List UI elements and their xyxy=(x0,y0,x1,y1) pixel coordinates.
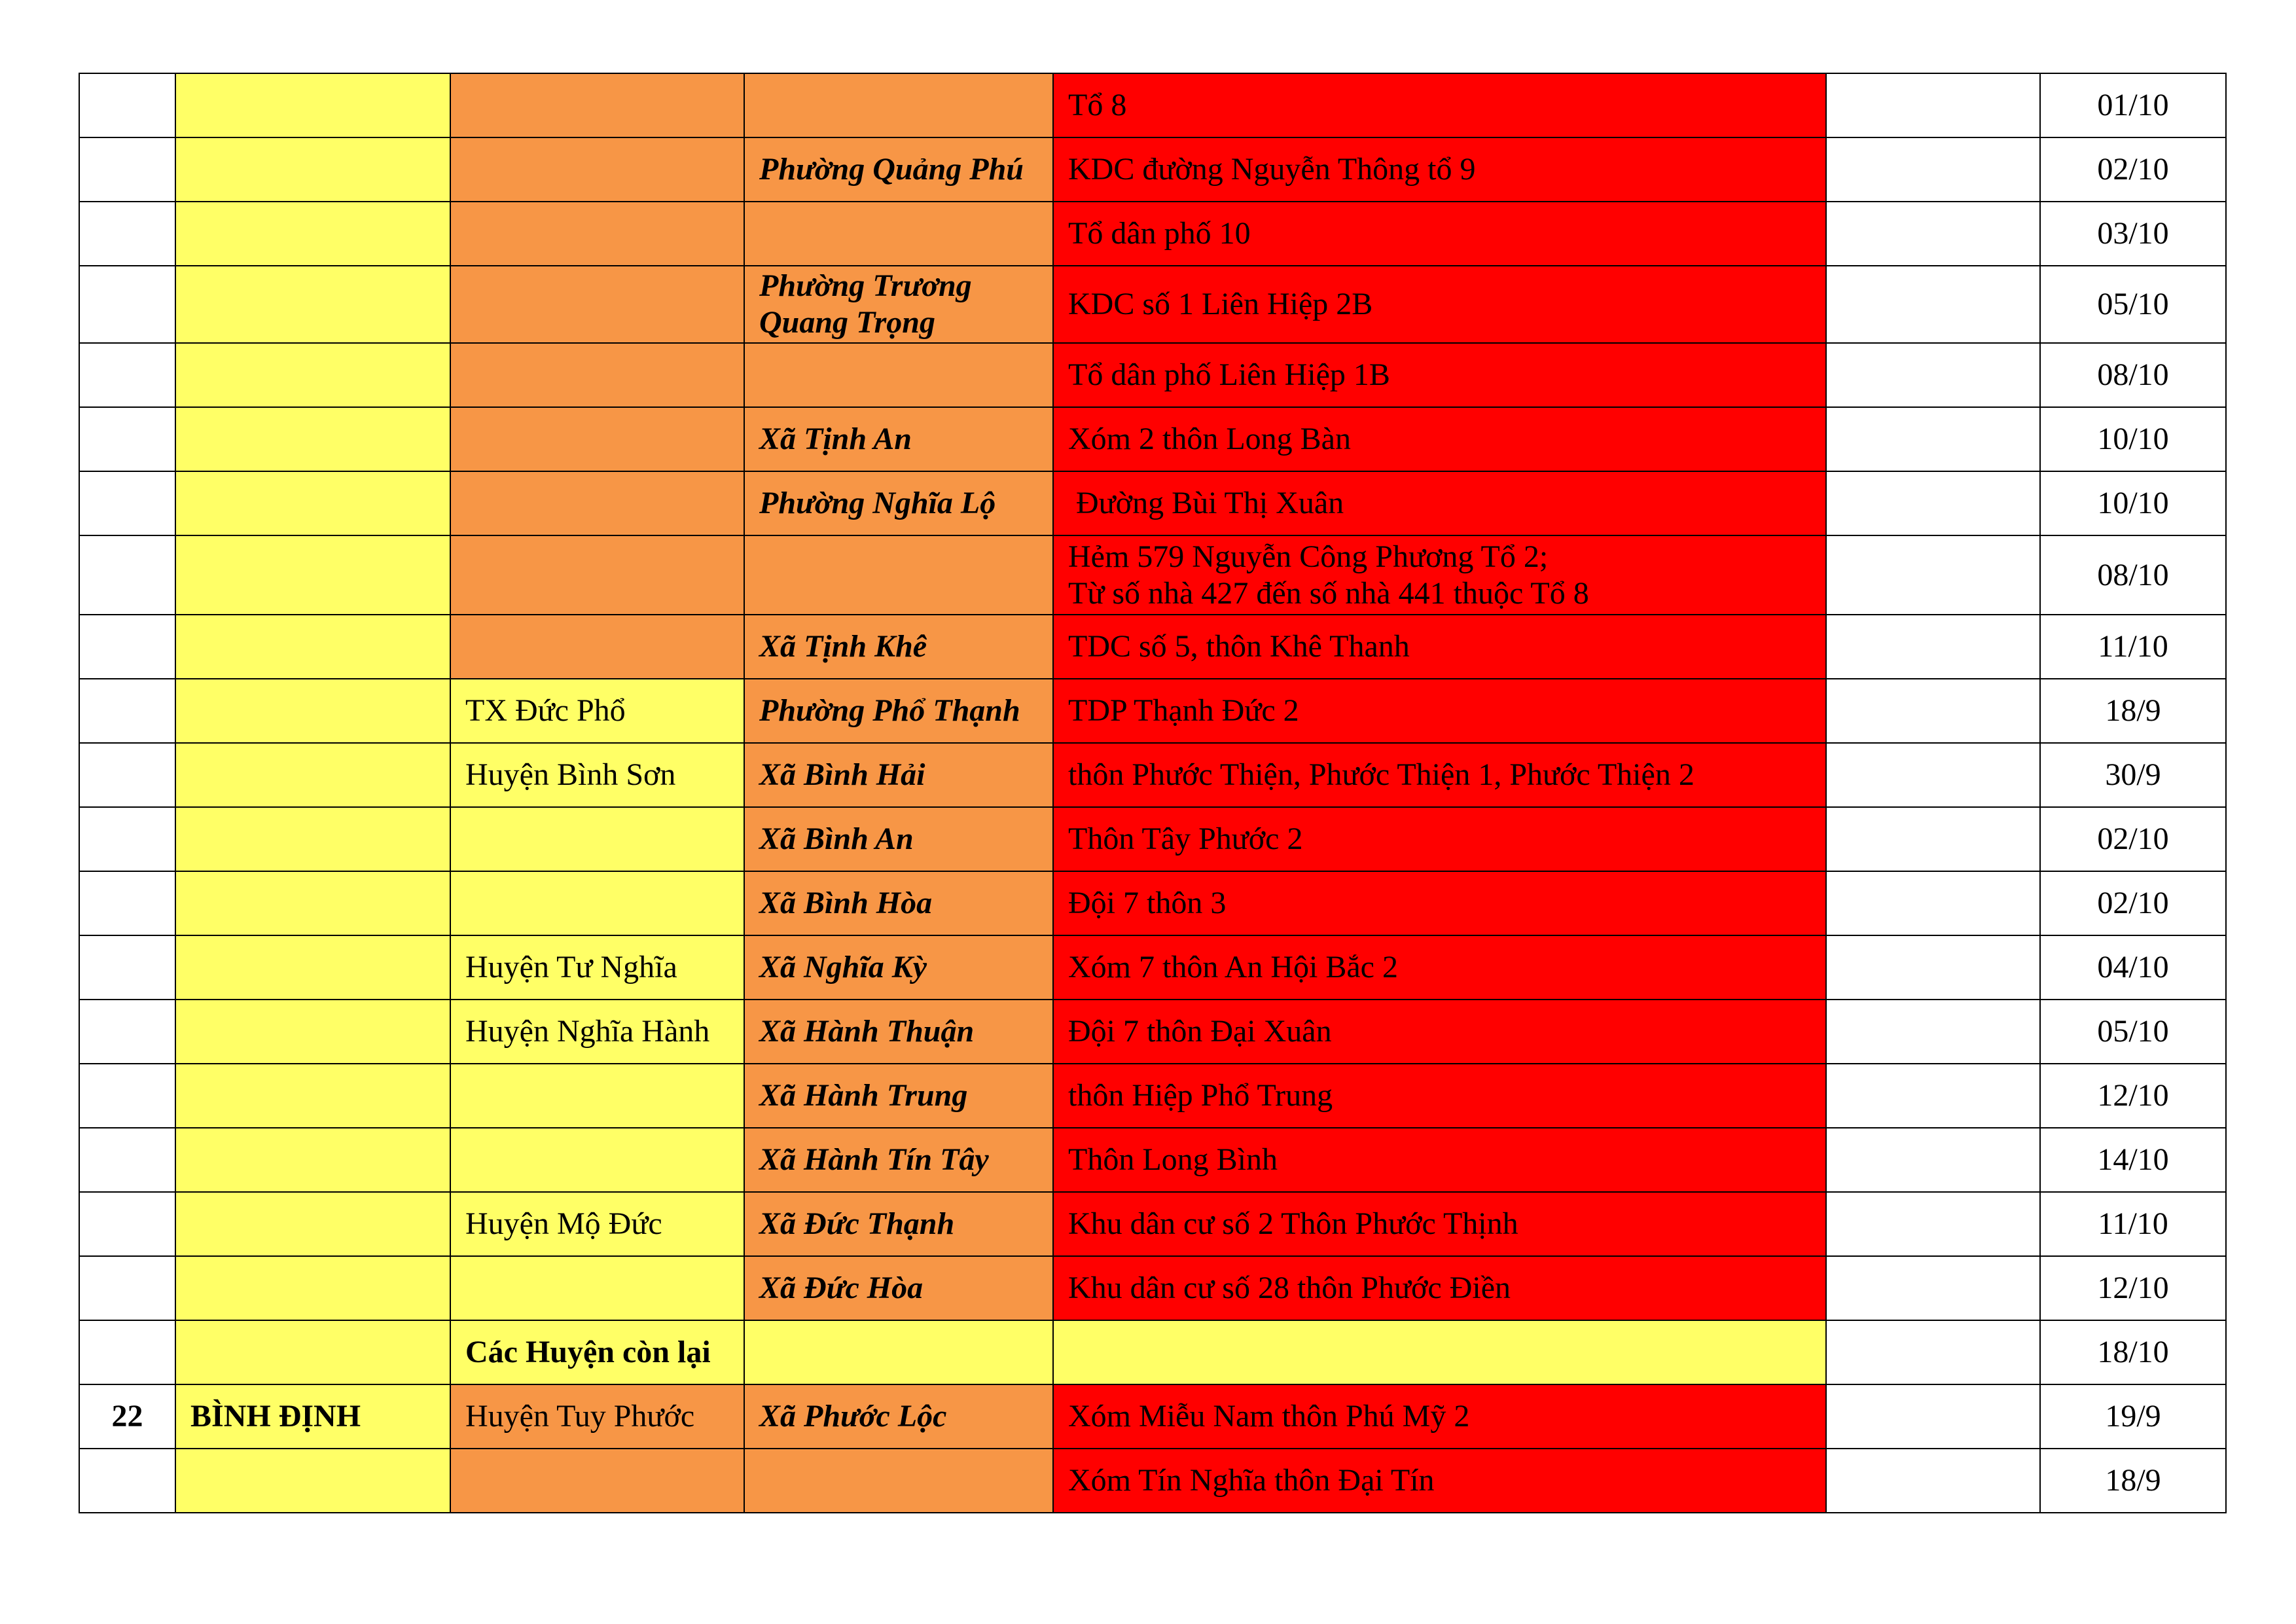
area-line: thôn Phước Thiện, Phước Thiện 1, Phước Thiện 2 xyxy=(1068,757,1695,792)
commune-cell xyxy=(744,343,1053,407)
table-row xyxy=(79,343,2226,407)
table-row xyxy=(79,1449,2226,1513)
stt-cell xyxy=(79,1128,175,1192)
area-cell xyxy=(1053,1256,1826,1320)
empty-cell xyxy=(1826,535,2040,615)
commune-cell: Xã Nghĩa Kỳ xyxy=(744,935,1053,1000)
empty-cell xyxy=(1826,1256,2040,1320)
area-line: KDC số 1 Liên Hiệp 2B xyxy=(1068,287,1373,321)
date-cell: 02/10 xyxy=(2040,807,2226,871)
table-row xyxy=(79,471,2226,535)
commune-cell: Xã Hành Thuận xyxy=(744,1000,1053,1064)
date-cell: 11/10 xyxy=(2040,615,2226,679)
area-cell xyxy=(1053,535,1826,615)
district-cell xyxy=(450,615,744,679)
date-cell: 05/10 xyxy=(2040,1000,2226,1064)
date-cell: 05/10 xyxy=(2040,266,2226,343)
area-line: Tổ dân phố 10 xyxy=(1068,216,1251,251)
district-cell xyxy=(450,266,744,343)
table-row xyxy=(79,1128,2226,1192)
commune-cell: Xã Đức Thạnh xyxy=(744,1192,1053,1256)
province-cell xyxy=(175,679,450,743)
district-cell xyxy=(450,471,744,535)
table-row xyxy=(79,407,2226,471)
stt-cell xyxy=(79,1192,175,1256)
date-cell: 19/9 xyxy=(2040,1384,2226,1449)
province-cell xyxy=(175,202,450,266)
commune-cell xyxy=(744,73,1053,137)
province-cell xyxy=(175,935,450,1000)
commune-cell: Xã Bình Hải xyxy=(744,743,1053,807)
area-cell xyxy=(1053,407,1826,471)
stt-cell xyxy=(79,1064,175,1128)
commune-cell xyxy=(744,202,1053,266)
zone-table-body xyxy=(79,73,2226,1513)
stt-cell xyxy=(79,137,175,202)
district-cell: Các Huyện còn lại xyxy=(450,1320,744,1384)
table-row xyxy=(79,935,2226,1000)
area-cell xyxy=(1053,1128,1826,1192)
commune-cell: Phường Quảng Phú xyxy=(744,137,1053,202)
date-cell: 30/9 xyxy=(2040,743,2226,807)
area-line: Tổ dân phố Liên Hiệp 1B xyxy=(1068,357,1390,392)
district-cell: Huyện Bình Sơn xyxy=(450,743,744,807)
commune-cell: Xã Đức Hòa xyxy=(744,1256,1053,1320)
empty-cell xyxy=(1826,73,2040,137)
area-line: thôn Hiệp Phổ Trung xyxy=(1068,1078,1333,1113)
empty-cell xyxy=(1826,1384,2040,1449)
empty-cell xyxy=(1826,871,2040,935)
date-cell: 11/10 xyxy=(2040,1192,2226,1256)
stt-cell: 22 xyxy=(79,1384,175,1449)
date-cell: 12/10 xyxy=(2040,1064,2226,1128)
date-cell: 08/10 xyxy=(2040,343,2226,407)
stt-cell xyxy=(79,935,175,1000)
commune-cell: Xã Bình An xyxy=(744,807,1053,871)
area-line: Xóm Tín Nghĩa thôn Đại Tín xyxy=(1068,1463,1435,1498)
area-line: Thôn Tây Phước 2 xyxy=(1068,821,1303,856)
area-cell xyxy=(1053,137,1826,202)
province-cell xyxy=(175,1320,450,1384)
province-cell xyxy=(175,535,450,615)
empty-cell xyxy=(1826,935,2040,1000)
district-cell xyxy=(450,1064,744,1128)
province-cell xyxy=(175,871,450,935)
area-line: Khu dân cư số 2 Thôn Phước Thịnh xyxy=(1068,1206,1518,1241)
empty-cell xyxy=(1826,1064,2040,1128)
empty-cell xyxy=(1826,1128,2040,1192)
empty-cell xyxy=(1826,407,2040,471)
area-line: Đội 7 thôn 3 xyxy=(1068,886,1227,920)
area-line: Thôn Long Bình xyxy=(1068,1142,1278,1177)
epidemic-zone-table xyxy=(79,73,2227,1513)
area-line: Xóm 2 thôn Long Bàn xyxy=(1068,422,1351,456)
table-row xyxy=(79,1320,2226,1384)
date-cell: 10/10 xyxy=(2040,407,2226,471)
district-cell xyxy=(450,807,744,871)
area-cell xyxy=(1053,1192,1826,1256)
area-line: Từ số nhà 427 đến số nhà 441 thuộc Tổ 8 xyxy=(1068,575,1589,611)
district-cell xyxy=(450,535,744,615)
area-cell xyxy=(1053,1064,1826,1128)
table-row xyxy=(79,1192,2226,1256)
table-row xyxy=(79,1000,2226,1064)
area-cell xyxy=(1053,73,1826,137)
date-cell: 08/10 xyxy=(2040,535,2226,615)
commune-cell: Xã Tịnh Khê xyxy=(744,615,1053,679)
province-cell xyxy=(175,343,450,407)
empty-cell xyxy=(1826,1192,2040,1256)
commune-cell: Phường Phổ Thạnh xyxy=(744,679,1053,743)
district-cell xyxy=(450,1256,744,1320)
date-cell: 02/10 xyxy=(2040,137,2226,202)
stt-cell xyxy=(79,807,175,871)
district-cell: Huyện Tư Nghĩa xyxy=(450,935,744,1000)
area-cell xyxy=(1053,679,1826,743)
table-row xyxy=(79,202,2226,266)
commune-cell: Phường Trương Quang Trọng xyxy=(744,266,1053,343)
empty-cell xyxy=(1826,615,2040,679)
area-line: Xóm Miễu Nam thôn Phú Mỹ 2 xyxy=(1068,1399,1470,1434)
empty-cell xyxy=(1826,807,2040,871)
table-row xyxy=(79,807,2226,871)
area-cell xyxy=(1053,1384,1826,1449)
area-cell xyxy=(1053,343,1826,407)
stt-cell xyxy=(79,202,175,266)
district-cell xyxy=(450,202,744,266)
province-cell xyxy=(175,471,450,535)
district-cell: Huyện Nghĩa Hành xyxy=(450,1000,744,1064)
province-cell xyxy=(175,1128,450,1192)
area-cell xyxy=(1053,266,1826,343)
table-row xyxy=(79,266,2226,343)
stt-cell xyxy=(79,1000,175,1064)
area-cell xyxy=(1053,743,1826,807)
empty-cell xyxy=(1826,1320,2040,1384)
table-row xyxy=(79,1064,2226,1128)
stt-cell xyxy=(79,1256,175,1320)
stt-cell xyxy=(79,407,175,471)
province-cell xyxy=(175,1000,450,1064)
province-cell xyxy=(175,407,450,471)
table-row xyxy=(79,137,2226,202)
commune-cell: Xã Phước Lộc xyxy=(744,1384,1053,1449)
stt-cell xyxy=(79,679,175,743)
commune-cell: Xã Bình Hòa xyxy=(744,871,1053,935)
empty-cell xyxy=(1826,1000,2040,1064)
empty-cell xyxy=(1826,1449,2040,1513)
stt-cell xyxy=(79,1449,175,1513)
date-cell: 04/10 xyxy=(2040,935,2226,1000)
province-cell xyxy=(175,1192,450,1256)
commune-cell: Xã Tịnh An xyxy=(744,407,1053,471)
province-cell xyxy=(175,1449,450,1513)
province-cell xyxy=(175,1256,450,1320)
district-cell xyxy=(450,871,744,935)
empty-cell xyxy=(1826,343,2040,407)
stt-cell xyxy=(79,73,175,137)
area-cell xyxy=(1053,615,1826,679)
area-cell xyxy=(1053,935,1826,1000)
area-cell xyxy=(1053,202,1826,266)
area-line: TDC số 5, thôn Khê Thanh xyxy=(1068,629,1410,664)
table-row xyxy=(79,615,2226,679)
district-cell xyxy=(450,343,744,407)
district-cell: TX Đức Phổ xyxy=(450,679,744,743)
province-cell xyxy=(175,743,450,807)
area-cell xyxy=(1053,1320,1826,1384)
empty-cell xyxy=(1826,202,2040,266)
district-cell xyxy=(450,1128,744,1192)
province-cell xyxy=(175,1064,450,1128)
district-cell xyxy=(450,407,744,471)
area-line: Đội 7 thôn Đại Xuân xyxy=(1068,1014,1332,1049)
date-cell: 03/10 xyxy=(2040,202,2226,266)
table-row xyxy=(79,1256,2226,1320)
district-cell: Huyện Mộ Đức xyxy=(450,1192,744,1256)
table-row xyxy=(79,871,2226,935)
area-cell xyxy=(1053,1449,1826,1513)
province-cell xyxy=(175,73,450,137)
stt-cell xyxy=(79,471,175,535)
commune-cell xyxy=(744,1449,1053,1513)
district-cell: Huyện Tuy Phước xyxy=(450,1384,744,1449)
date-cell: 18/9 xyxy=(2040,679,2226,743)
area-cell xyxy=(1053,1000,1826,1064)
stt-cell xyxy=(79,871,175,935)
district-cell xyxy=(450,73,744,137)
date-cell: 01/10 xyxy=(2040,73,2226,137)
area-line: TDP Thạnh Đức 2 xyxy=(1068,693,1299,728)
date-cell: 18/9 xyxy=(2040,1449,2226,1513)
commune-cell: Xã Hành Trung xyxy=(744,1064,1053,1128)
empty-cell xyxy=(1826,471,2040,535)
area-cell xyxy=(1053,871,1826,935)
table-row xyxy=(79,73,2226,137)
date-cell: 10/10 xyxy=(2040,471,2226,535)
commune-cell xyxy=(744,535,1053,615)
empty-cell xyxy=(1826,266,2040,343)
area-cell xyxy=(1053,807,1826,871)
date-cell: 02/10 xyxy=(2040,871,2226,935)
area-line: Khu dân cư số 28 thôn Phước Điền xyxy=(1068,1271,1511,1305)
stt-cell xyxy=(79,615,175,679)
table-row xyxy=(79,535,2226,615)
date-cell: 14/10 xyxy=(2040,1128,2226,1192)
province-cell: BÌNH ĐỊNH xyxy=(175,1384,450,1449)
empty-cell xyxy=(1826,743,2040,807)
commune-cell: Xã Hành Tín Tây xyxy=(744,1128,1053,1192)
commune-cell: Phường Nghĩa Lộ xyxy=(744,471,1053,535)
stt-cell xyxy=(79,343,175,407)
area-line: Tổ 8 xyxy=(1068,88,1127,122)
area-line: Hẻm 579 Nguyễn Công Phương Tổ 2; xyxy=(1068,539,1549,574)
empty-cell xyxy=(1826,137,2040,202)
table-row xyxy=(79,1384,2226,1449)
stt-cell xyxy=(79,1320,175,1384)
stt-cell xyxy=(79,743,175,807)
stt-cell xyxy=(79,266,175,343)
province-cell xyxy=(175,266,450,343)
date-cell: 18/10 xyxy=(2040,1320,2226,1384)
empty-cell xyxy=(1826,679,2040,743)
area-line: KDC đường Nguyễn Thông tổ 9 xyxy=(1068,152,1476,187)
province-cell xyxy=(175,615,450,679)
area-line: Xóm 7 thôn An Hội Bắc 2 xyxy=(1068,950,1398,984)
commune-cell xyxy=(744,1320,1053,1384)
stt-cell xyxy=(79,535,175,615)
area-line: Đường Bùi Thị Xuân xyxy=(1068,486,1344,520)
table-row xyxy=(79,743,2226,807)
table-row xyxy=(79,679,2226,743)
district-cell xyxy=(450,1449,744,1513)
date-cell: 12/10 xyxy=(2040,1256,2226,1320)
province-cell xyxy=(175,807,450,871)
area-cell xyxy=(1053,471,1826,535)
district-cell xyxy=(450,137,744,202)
province-cell xyxy=(175,137,450,202)
